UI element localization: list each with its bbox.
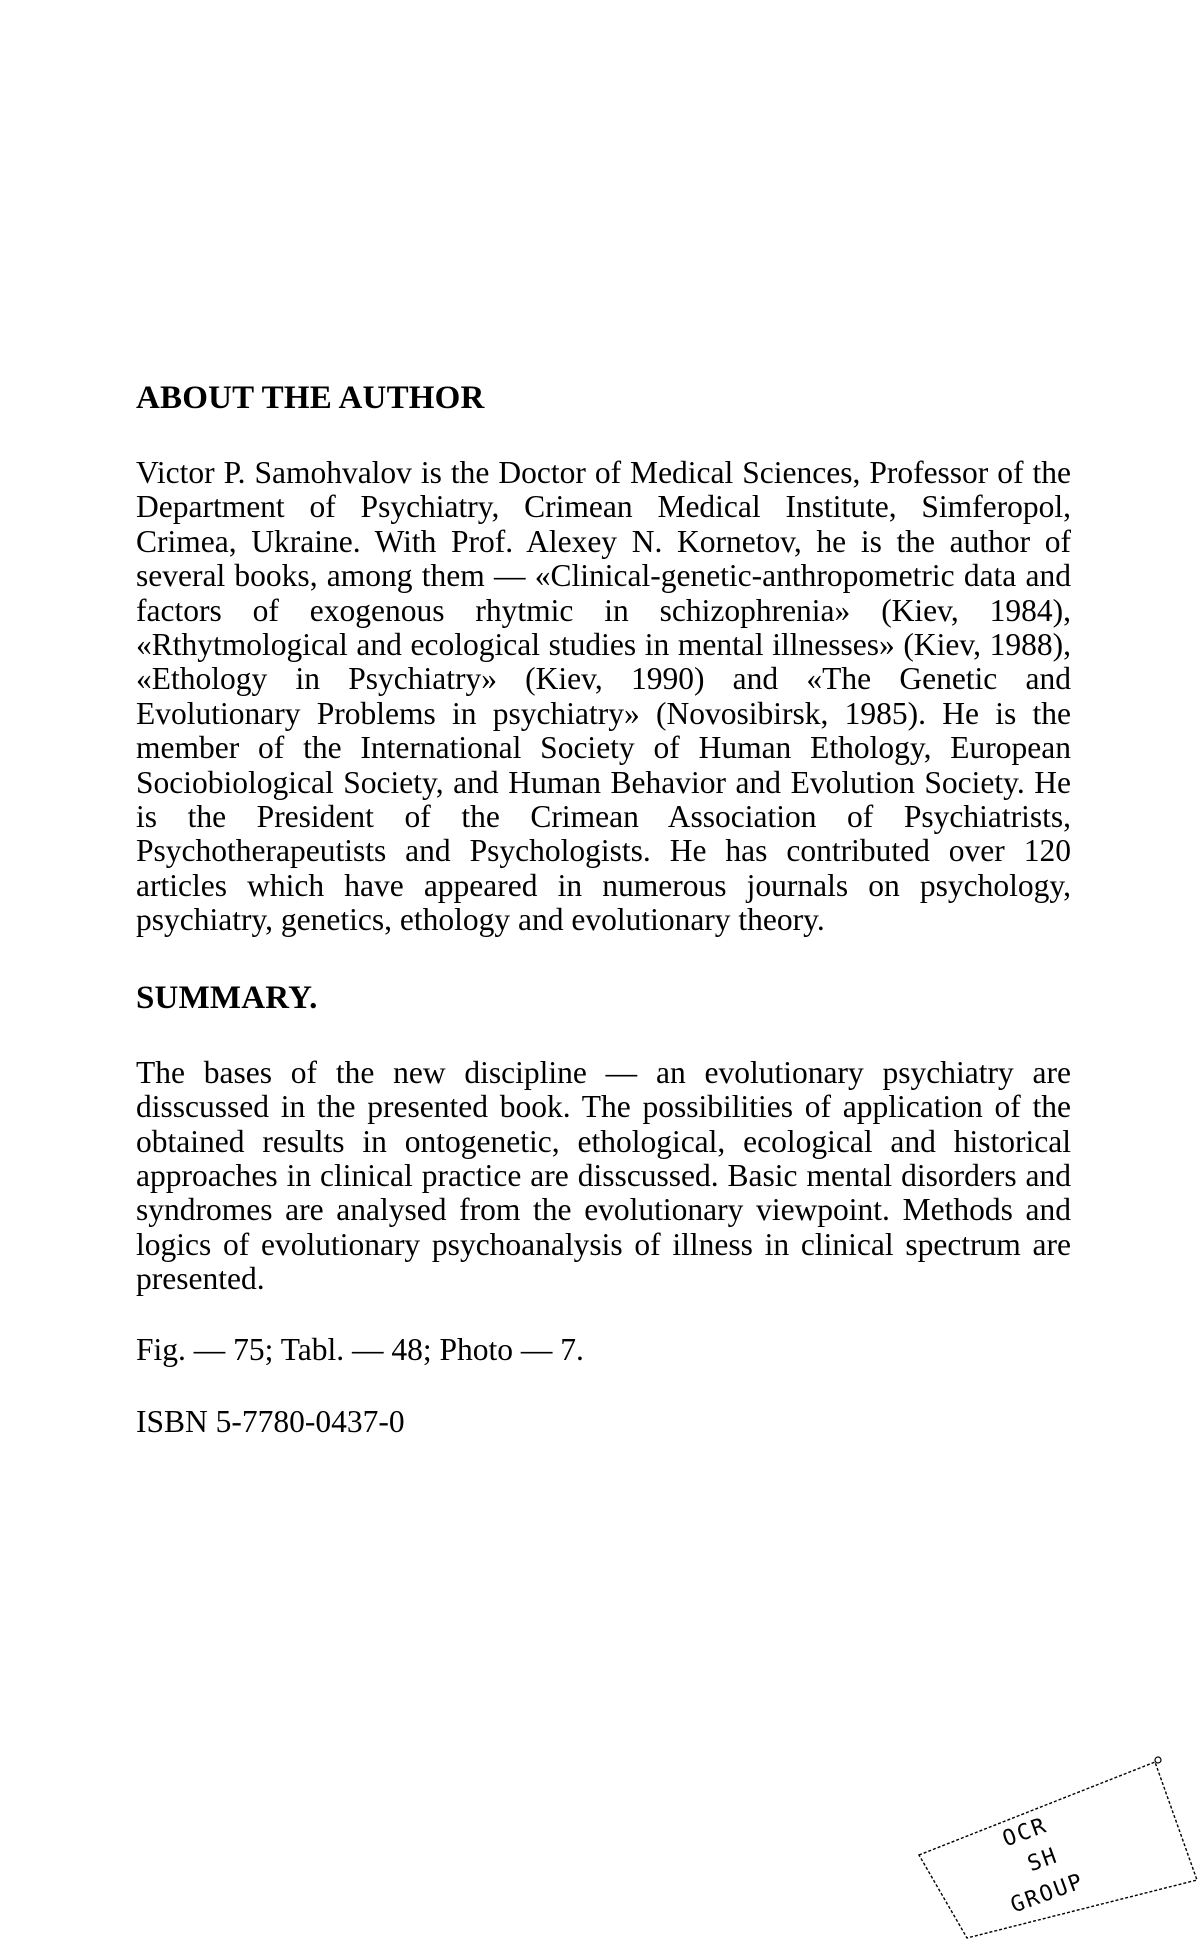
about-author-heading: ABOUT THE AUTHOR [136,380,485,416]
summary-heading: SUMMARY. [136,979,318,1016]
stamp-text-line2: SH [1024,1843,1062,1878]
stamp-border [919,1762,1197,1938]
stamp-text-line3: GROUP [1007,1868,1088,1919]
ocr-group-stamp [915,1720,1200,1942]
stamp-text-line1: OCR [999,1813,1051,1853]
figures-count-line: Fig. — 75; Tabl. — 48; Photo — 7. [136,1331,584,1367]
author-bio-paragraph: Victor P. Samohvalov is the Doctor of Medical Sciences, Professor of the Department of Psychiatry, Crimean Medical Institute, Simferopol, Crimea, Ukraine. With Prof. Alexey N. Kornetov, he is the author of several books, among them — «Clinical-genetic-anthropometric data and factors of exogenous rhytmic in schizophrenia» (Kiev, 1984), «Rthytmological and ecological studies in mental illnesses» (Kiev, 1988), «Ethology in Psychiatry» (Kiev, 1990) and «The Genetic and Evolutionary Problems in psychiatry» (Novosibirsk, 1985). He is the member of the International Society of Human Ethology, European Sociobiological Society, and Human Behavior and Evolution Society. He is the President of the Crimean Association of Psychiatrists, Psychotherapeutists and Psychologists. He has contributed over 120 articles which have appeared in numerous journals on psychology, psychiatry, genetics, ethology and evolutionary theory. [136,455,1071,938]
isbn-line: ISBN 5-7780-0437-0 [136,1403,405,1439]
document-body [136,378,1071,1439]
summary-paragraph: The bases of the new discipline — an evolutionary psychiatry are disscussed in the presented book. The possibilities of application of the obtained results in ontogenetic, ethological, ecological and historical approaches in clinical practice are disscussed. Basic mental disorders and syndromes are analysed from the evolutionary viewpoint. Methods and logics of evolutionary psychoanalysis of illness in clinical spectrum are presented. [136,1054,1071,1297]
